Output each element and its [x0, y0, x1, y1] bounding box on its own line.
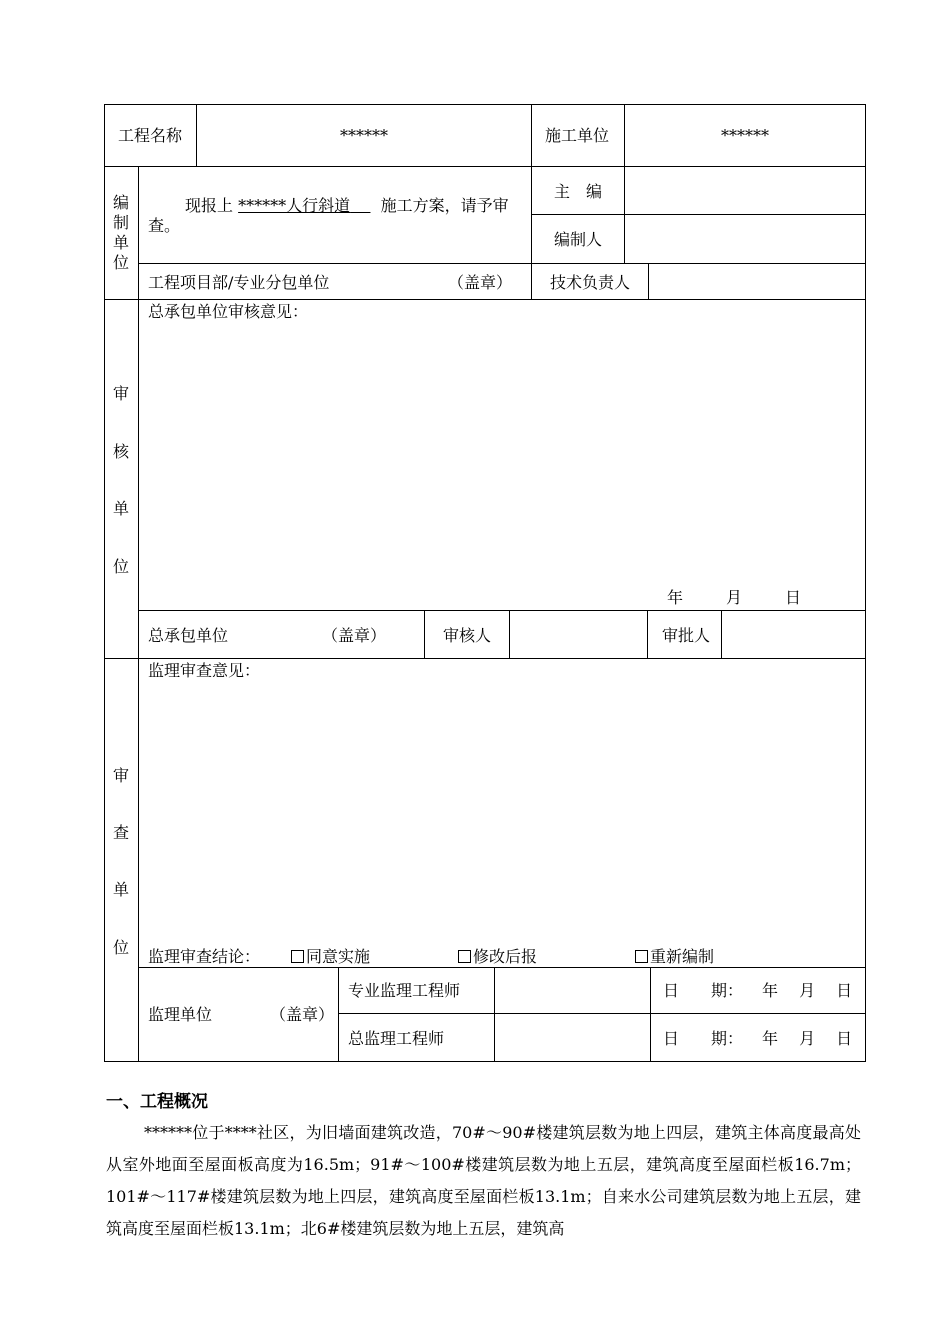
form-line [531, 214, 866, 215]
inspect-unit-label: 位 [112, 938, 129, 957]
project-dept-label: 工程项目部/专业分包单位 [148, 273, 330, 292]
inspect-unit-label: 查 [112, 823, 129, 842]
review-unit-label: 位 [112, 557, 129, 576]
compile-unit-label: 编制单位 [112, 193, 129, 272]
tech-leader-label: 技术负责人 [550, 273, 631, 292]
supervision-conclusion-label: 监理审查结论： [148, 947, 261, 966]
form-line [648, 263, 649, 299]
review-unit-label: 审 [112, 384, 129, 403]
construction-unit-value: ****** [721, 126, 769, 145]
specialist-date-ymd: 年 月 日 [762, 981, 853, 1000]
inspect-unit-label: 单 [112, 880, 129, 899]
form-line [424, 610, 425, 658]
gc-unit-label: 总承包单位 [148, 626, 229, 645]
option-agree[interactable] [291, 948, 370, 966]
option-recompile[interactable] [635, 948, 714, 966]
supervision-opinion-label: 监理审查意见： [148, 661, 261, 680]
form-line [721, 610, 722, 658]
inspect-unit-label: 审 [112, 766, 129, 785]
option-agree-label: 同意实施 [306, 947, 371, 966]
form-border-right [865, 104, 866, 1062]
report-suffix2: 查。 [148, 216, 181, 235]
report-line [185, 197, 509, 215]
section-title: 一、工程概况 [106, 1092, 208, 1112]
form-line [138, 263, 866, 264]
checkbox-agree[interactable] [291, 950, 304, 963]
option-revise-label: 修改后报 [473, 947, 538, 966]
construction-unit-label: 施工单位 [545, 126, 610, 145]
review-unit-label: 单 [112, 499, 129, 518]
form-line [647, 610, 648, 658]
form-line [104, 658, 866, 659]
review-unit-label: 核 [112, 442, 129, 461]
form-border-bottom [104, 1061, 866, 1062]
checkbox-recompile[interactable] [635, 950, 648, 963]
date-month: 月 [726, 588, 743, 607]
report-subject-gap [350, 196, 370, 215]
project-name-value: ****** [340, 126, 388, 145]
chief-engineer-label: 总监理工程师 [348, 1029, 445, 1048]
form-border-top [104, 104, 866, 105]
form-line [531, 104, 532, 299]
report-subject: ******人行斜道 [238, 196, 351, 215]
checkbox-revise[interactable] [458, 950, 471, 963]
specialist-engineer-label: 专业监理工程师 [348, 981, 461, 1000]
form-line [509, 610, 510, 658]
gc-opinion-label: 总承包单位审核意见： [148, 302, 309, 321]
form-line [338, 1013, 866, 1014]
report-prefix: 现报上 [185, 196, 234, 215]
specialist-date-label: 日 期： [663, 981, 744, 1000]
date-day: 日 [785, 588, 802, 607]
option-recompile-label: 重新编制 [650, 947, 715, 966]
supervision-unit-label: 监理单位 [148, 1005, 213, 1024]
form-line [138, 610, 866, 611]
chief-editor-label: 主 编 [554, 182, 603, 201]
form-line [338, 967, 339, 1062]
form-line [104, 166, 866, 167]
chief-date-ymd: 年 月 日 [762, 1029, 853, 1048]
section-body: ******位于****社区，为旧墙面建筑改造，70#～90#楼建筑层数为地上四层，建筑主体高度最高处从室外地面至屋面板高度为16.5m；91#～100#楼建筑层数为地上五层，建筑高度至屋面栏板16.7m；101#～117#楼建筑层数为地上四层，建筑高度至屋面栏板13.1m；自来水公司建筑层数为地上五层，建筑高度至屋面栏板13.1m；北6#楼建筑层数为地上五层，建筑高 [106, 1123, 861, 1238]
report-suffix: 施工方案，请予审 [380, 196, 509, 215]
form-line [138, 967, 866, 968]
gc-unit-seal: （盖章） [322, 626, 387, 645]
supervision-unit-seal: （盖章） [270, 1005, 335, 1024]
form-line [138, 166, 139, 1062]
form-border-left [104, 104, 105, 1062]
compiler-label: 编制人 [554, 230, 603, 249]
project-name-label: 工程名称 [118, 126, 183, 145]
chief-date-label: 日 期： [663, 1029, 744, 1048]
form-line [494, 967, 495, 1062]
form-line [104, 299, 866, 300]
reviewer-label: 审核人 [443, 626, 492, 645]
form-line [650, 967, 651, 1062]
date-year: 年 [667, 588, 684, 607]
option-revise[interactable] [458, 948, 537, 966]
approver-label: 审批人 [662, 626, 711, 645]
project-dept-seal: （盖章） [448, 273, 513, 292]
